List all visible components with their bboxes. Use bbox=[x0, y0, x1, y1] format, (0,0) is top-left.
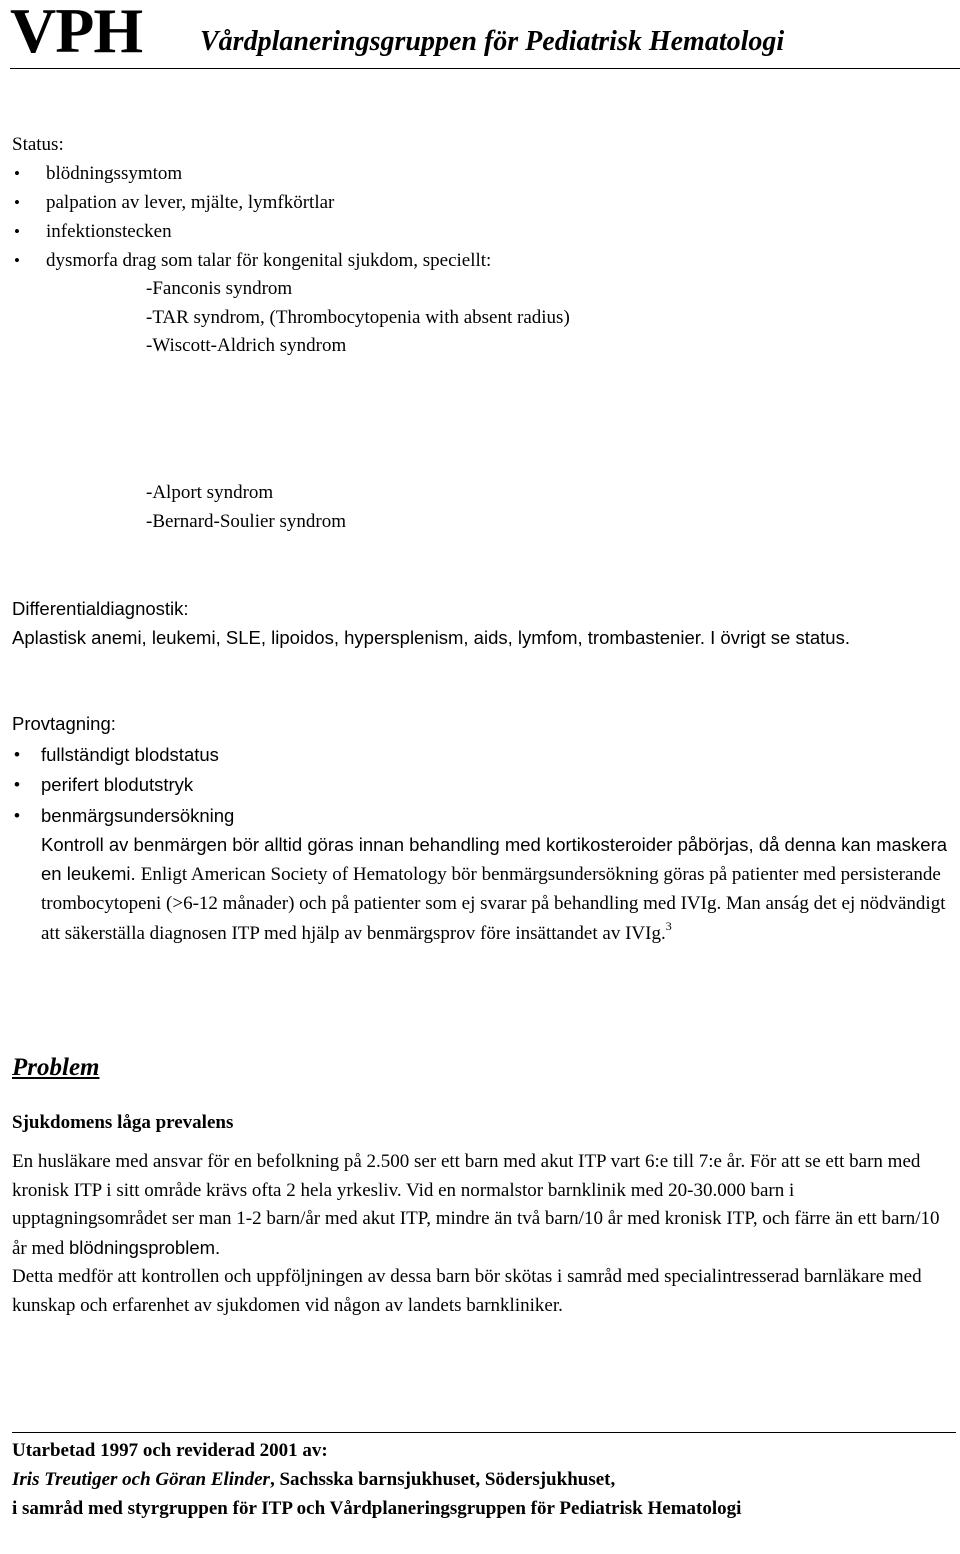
footer-authors-line bbox=[12, 1465, 952, 1494]
status-section bbox=[12, 130, 952, 361]
syndrome-item: -Wiscott-Aldrich syndrom bbox=[146, 335, 347, 356]
consultation-paragraph: Detta medför att kontrollen och uppföljningen av dessa barn bör skötas i samråd med specialintresserad barnläkare med kunskap och erfarenhet av sjukdomen vid någon av landets barnkliniker. bbox=[12, 1266, 922, 1316]
ash-recommendation: Enligt American Society of Hematology bör benmärgsundersökning göras på patienter med persisterande trombocytopeni (>6-12 månader) och på patienter som ej svarar på behandling med IVIg. Man anság det ej nödvändigt att säkerställa diagnosen ITP med hjälp av benmärgsprov före insättandet av IVIg. bbox=[41, 863, 946, 944]
sampling-item: • fullständigt blodstatus bbox=[12, 740, 952, 771]
status-heading: Status: bbox=[12, 134, 64, 155]
author-names: Iris Treutiger och Göran Elinder bbox=[12, 1469, 270, 1490]
differential-text: Aplastisk anemi, leukemi, SLE, lipoidos, hypersplenism, aids, lymfom, trombastenier. I övrigt se status. bbox=[12, 627, 850, 648]
prevalence-paragraph bbox=[12, 1148, 952, 1263]
footer bbox=[12, 1436, 952, 1523]
header-title: Vårdplaneringsgruppen för Pediatrisk Hematologi bbox=[200, 26, 785, 57]
syndrome-item: -Alport syndrom bbox=[146, 482, 274, 503]
differential-section bbox=[12, 594, 952, 652]
header-abbreviation: VPH bbox=[10, 0, 143, 66]
syndrome-list-continued bbox=[12, 479, 952, 536]
syndrome-item: -Bernard-Soulier syndrom bbox=[146, 510, 346, 532]
differential-heading: Differentialdiagnostik: bbox=[12, 598, 189, 619]
status-item: • infektionstecken bbox=[12, 217, 952, 246]
status-item: • palpation av lever, mjälte, lymfkörtlar bbox=[12, 188, 952, 217]
reference-number: 3 bbox=[665, 918, 672, 933]
bullet-icon: • bbox=[14, 805, 20, 825]
bone-marrow-note-sans: Kontroll av benmärgen bör alltid göras innan behandling med kortikosteroider påbörjas, då denna kan maskera en leukemi. bbox=[41, 834, 948, 884]
footer-line: Utarbetad 1997 och reviderad 2001 av: bbox=[12, 1440, 328, 1461]
header-divider bbox=[10, 68, 960, 69]
status-item: • dysmorfa drag som talar för kongenital sjukdom, speciellt: bbox=[12, 246, 952, 275]
bullet-icon: • bbox=[14, 164, 20, 183]
bone-marrow-note bbox=[12, 831, 952, 948]
prevalence-text-end: blödningsproblem. bbox=[68, 1236, 221, 1258]
status-item: • blödningssymtom bbox=[12, 159, 952, 188]
document-header bbox=[10, 0, 960, 70]
problem-subheading: Sjukdomens låga prevalens bbox=[12, 1112, 234, 1133]
problem-body bbox=[12, 1148, 952, 1321]
footer-divider bbox=[12, 1432, 956, 1433]
sampling-item: • benmärgsundersökning bbox=[12, 801, 952, 832]
prevalence-text: En husläkare med ansvar för en befolkning på 2.500 ser ett barn med akut ITP vart 6:e till 7:e år. För att se ett barn med kronisk ITP i sitt område krävs ofta 2 hela yrkesliv. Vid en normalstor barnklinik med 20-30.000 barn i upptagningsområdet ser man 1-2 barn/år med akut ITP, mindre än två barn/10 år med kronisk ITP, och färre än ett barn/10 år med bbox=[12, 1151, 940, 1259]
bullet-icon: • bbox=[14, 744, 20, 764]
bullet-icon: • bbox=[14, 222, 20, 241]
sampling-item: • perifert blodutstryk bbox=[12, 770, 952, 801]
bullet-icon: • bbox=[14, 193, 20, 212]
bullet-icon: • bbox=[14, 251, 20, 270]
sampling-heading: Provtagning: bbox=[12, 713, 116, 734]
author-affiliation: , Sachsska barnsjukhuset, Södersjukhuset, bbox=[269, 1469, 616, 1490]
syndrome-item: -Fanconis syndrom bbox=[146, 278, 293, 299]
syndrome-item: -TAR syndrom, (Thrombocytopenia with absent radius) bbox=[146, 306, 570, 328]
footer-consultation: i samråd med styrgruppen för ITP och Vårdplaneringsgruppen för Pediatrisk Hematologi bbox=[12, 1498, 742, 1519]
problem-heading: Problem bbox=[12, 1054, 100, 1081]
sampling-section bbox=[12, 709, 952, 948]
bullet-icon: • bbox=[14, 775, 20, 794]
